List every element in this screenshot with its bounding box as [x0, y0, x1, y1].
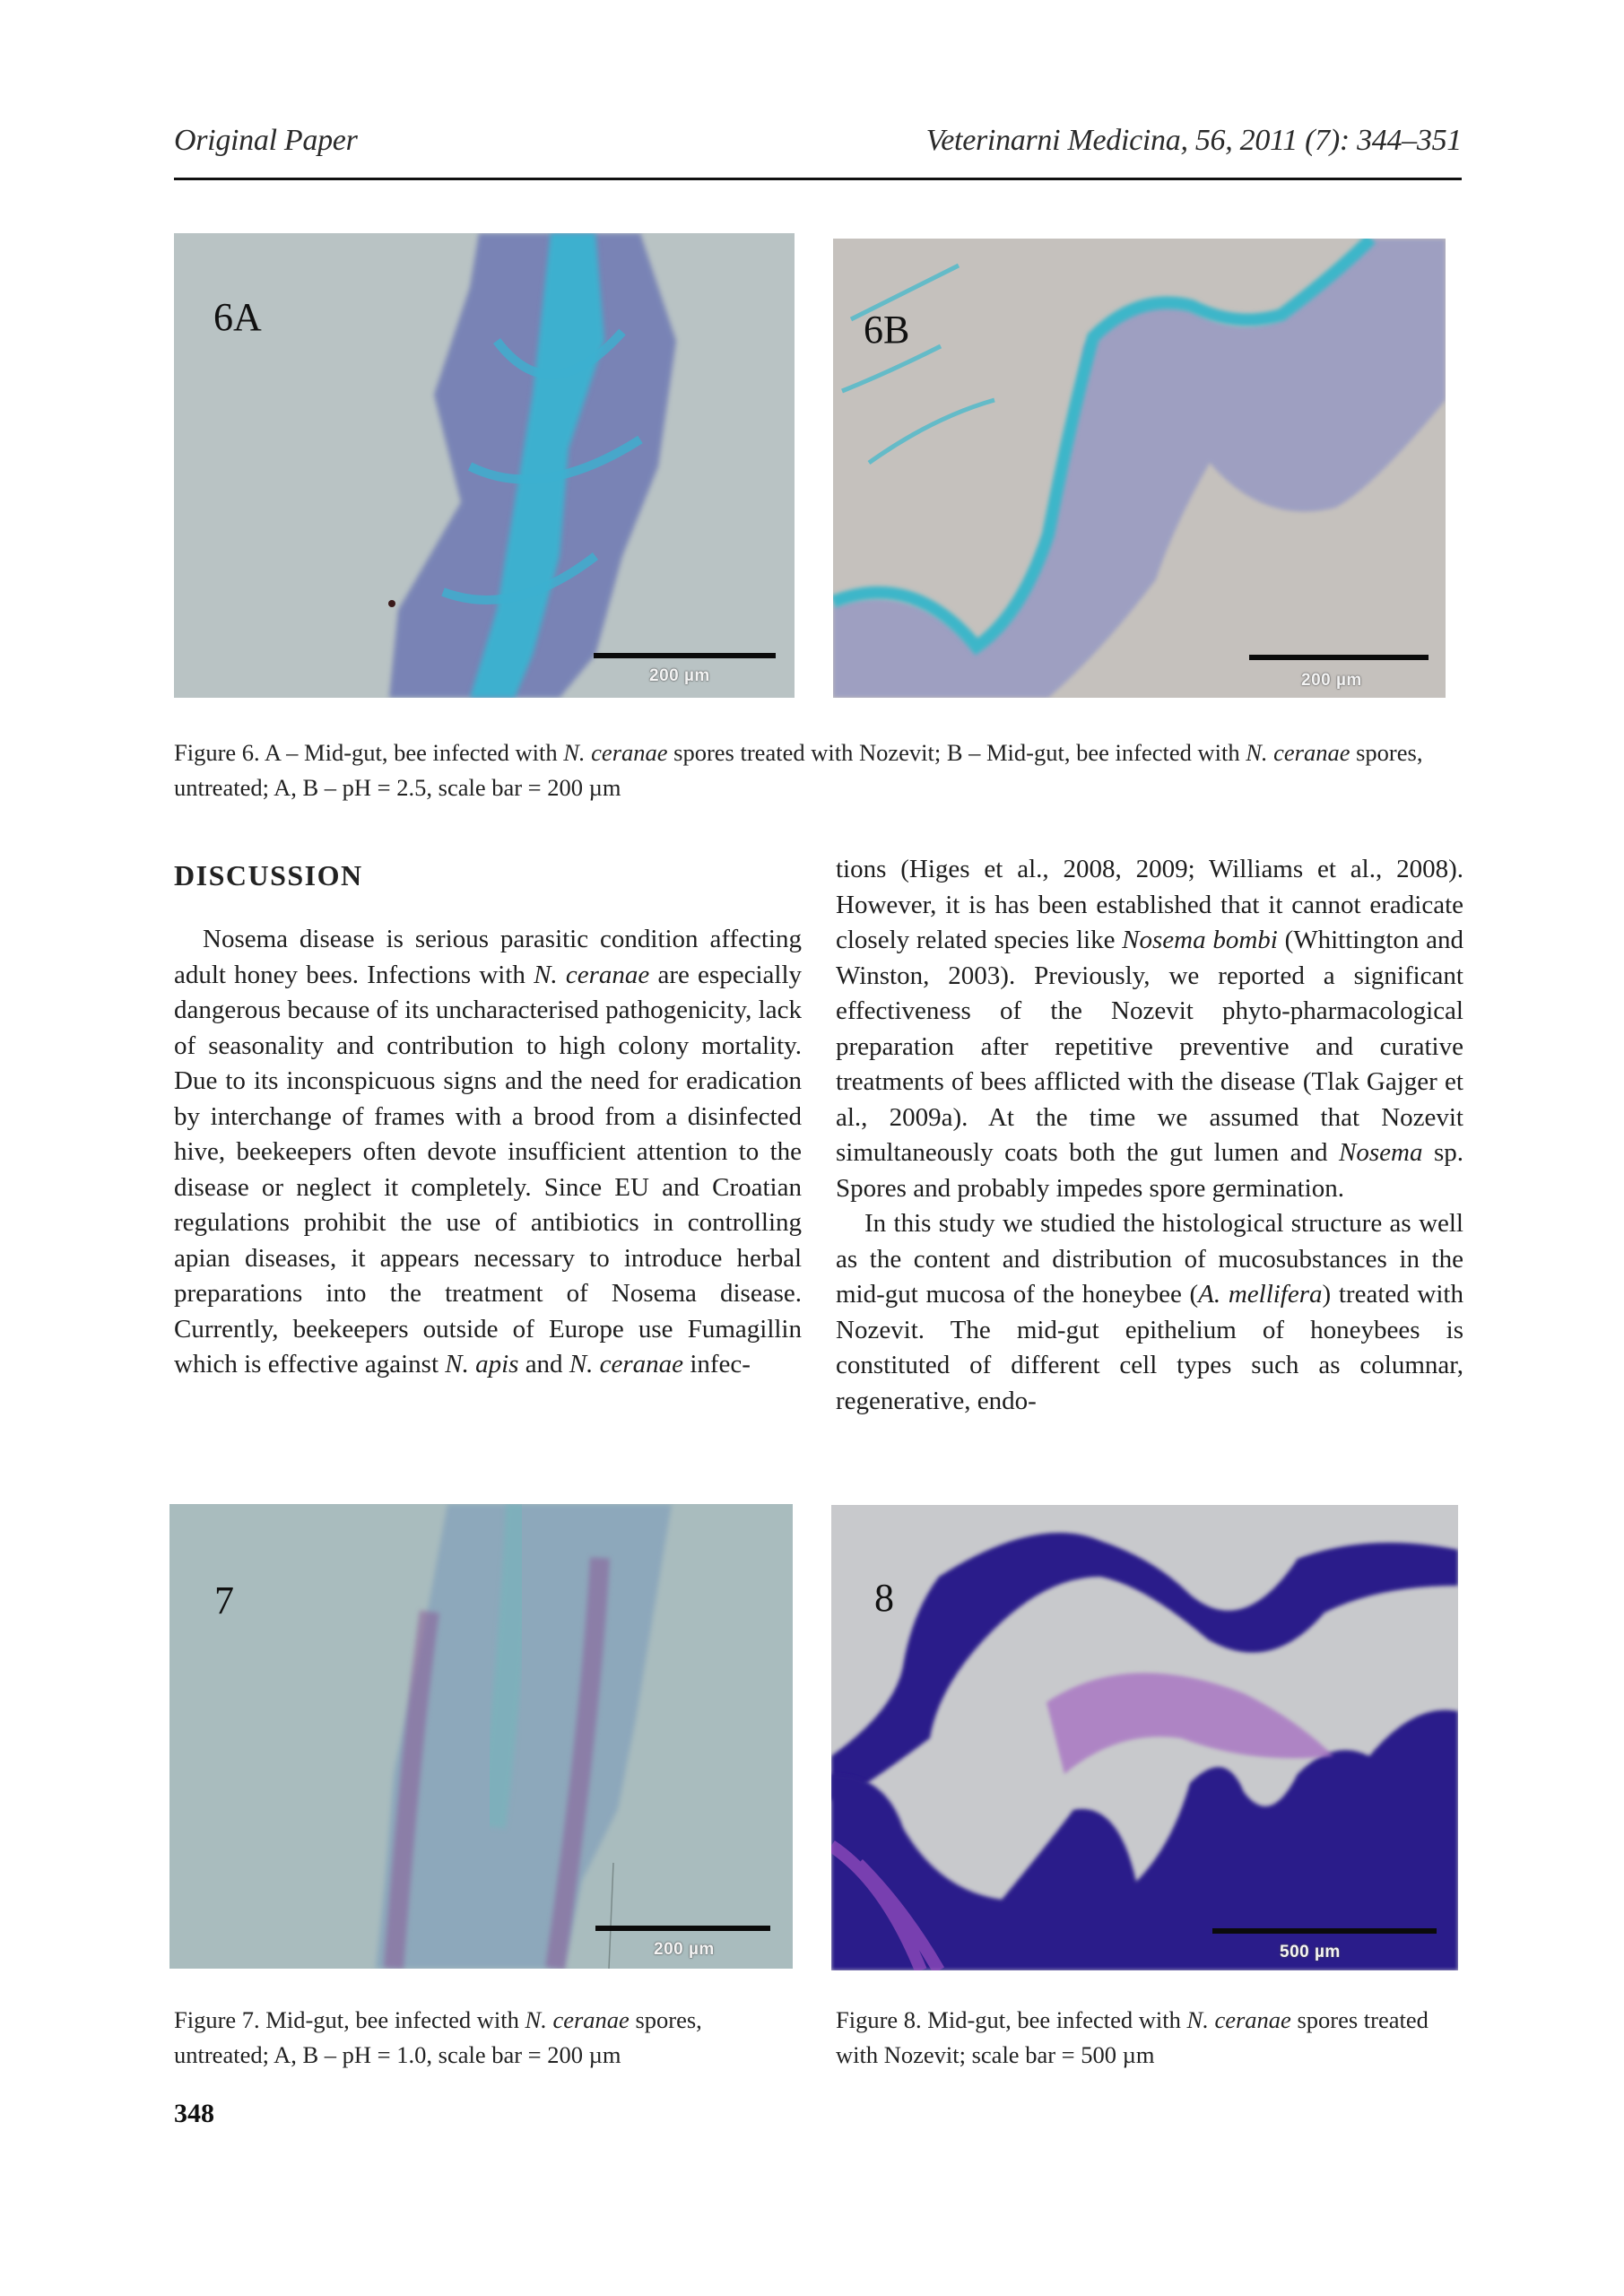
- figure-7-caption: [174, 2003, 802, 2073]
- species-name: N. apis: [445, 1350, 519, 1378]
- caption-text: Figure 7. Mid-gut, bee infected with: [174, 2006, 525, 2033]
- caption-species: N. ceranae: [525, 2006, 630, 2033]
- figure-8-micrograph: [831, 1505, 1458, 1970]
- scale-bar: [594, 653, 776, 658]
- figure-label: 8: [874, 1576, 894, 1620]
- mid-gut-tissue-image: [831, 1505, 1458, 1970]
- text: tions (Higes et al., 2008, 2009; Williams et al., 2008). However, it is has been established that it cannot eradicate closely related species like: [836, 855, 1463, 954]
- scale-bar-label: 200 µm: [654, 1940, 715, 1959]
- caption-text: Figure 6. A – Mid-gut, bee infected with: [174, 739, 564, 766]
- scale-bar-label: 200 µm: [649, 666, 710, 685]
- paragraph: [836, 1206, 1463, 1419]
- running-header-left: Original Paper: [174, 124, 358, 157]
- scale-bar: [595, 1926, 770, 1931]
- species-name: Nosema bombi: [1122, 926, 1278, 954]
- scale-bar-label: 500 µm: [1280, 1943, 1341, 1961]
- section-heading-discussion: DISCUSSION: [174, 859, 363, 891]
- text: infec-: [683, 1350, 751, 1378]
- caption-species: N. ceranae: [1186, 2006, 1291, 2033]
- species-name: A. mellifera: [1198, 1280, 1323, 1309]
- text: In this study we studied the histological structure as well as the content and distribution of mucosubstances in the mid-gut mucosa of the honeybee (: [836, 1209, 1463, 1309]
- figure-label: 6B: [864, 308, 910, 352]
- text: are especially dangerous because of its uncharacterised pathogenicity, lack of seasonality and contribution to high colony mortality. Due to its inconspicuous signs and the need for eradication by interchange of frames with a brood from a disinfected hive, beekeepers often devote insufficient attention to the disease or neglect it completely. Since EU and Croatian regulations prohibit the use of antibiotics in controlling apian diseases, it appears necessary to introduce herbal preparations into the treatment of Nosema disease. Currently, beekeepers outside of Europe use Fumagillin which is effective against: [174, 960, 802, 1378]
- caption-species: N. ceranae: [563, 739, 668, 766]
- mid-gut-tissue-image: [833, 239, 1446, 698]
- header-rule: [174, 178, 1462, 180]
- caption-text: spores, untreated; A, B – pH = 1.0, scale bar = 200 µm: [174, 2006, 702, 2068]
- paragraph: [836, 852, 1463, 1206]
- figure-label: 7: [214, 1578, 234, 1622]
- mid-gut-tissue-image: [169, 1504, 793, 1969]
- text: Nosema disease is serious parasitic condition affecting adult honey bees. Infections with: [174, 925, 802, 989]
- text: and: [518, 1350, 569, 1378]
- figure-6b-micrograph: [833, 239, 1446, 698]
- figure-6a-micrograph: [174, 233, 795, 698]
- figure-6-caption: [174, 735, 1462, 805]
- body-column-left: [174, 922, 802, 1383]
- caption-species: N. ceranae: [1246, 739, 1350, 766]
- caption-text: spores, untreated; A, B – pH = 2.5, scale bar = 200 µm: [174, 739, 1423, 801]
- figure-7-micrograph: [169, 1504, 793, 1969]
- text: (Whittington and Winston, 2003). Previously, we reported a significant effectiveness of the Nozevit phyto-pharmacological preparation after repetitive preventive and curative treatments of bees afflicted with the disease (Tlak Gajger et al., 2009a). At the time we assumed that Nozevit simultaneously coats both the gut lumen and: [836, 926, 1463, 1167]
- figure-label: 6A: [213, 295, 262, 339]
- species-name: N. ceranae: [569, 1350, 684, 1378]
- caption-text: spores treated with Nozevit; scale bar = 500 µm: [836, 2006, 1429, 2068]
- running-header-right: Veterinarni Medicina, 56, 2011 (7): 344–351: [925, 124, 1462, 157]
- mid-gut-tissue-image: [174, 233, 795, 698]
- text: sp. Spores and probably impedes spore germination.: [836, 1138, 1463, 1203]
- caption-text: spores treated with Nozevit; B – Mid-gut, bee infected with: [667, 739, 1246, 766]
- page-number: 348: [174, 2099, 214, 2128]
- text: ) treated with Nozevit. The mid-gut epithelium of honeybees is constituted of different cell types such as columnar, regenerative, endo-: [836, 1280, 1463, 1415]
- scale-bar-label: 200 µm: [1301, 671, 1362, 690]
- figure-8-caption: [836, 2003, 1463, 2073]
- paragraph: [174, 922, 802, 1383]
- genus-name: Nosema: [1339, 1138, 1423, 1167]
- scale-bar: [1212, 1928, 1437, 1934]
- species-name: N. ceranae: [534, 960, 650, 989]
- body-column-right: [836, 852, 1463, 1419]
- scale-bar: [1249, 655, 1429, 660]
- caption-text: Figure 8. Mid-gut, bee infected with: [836, 2006, 1187, 2033]
